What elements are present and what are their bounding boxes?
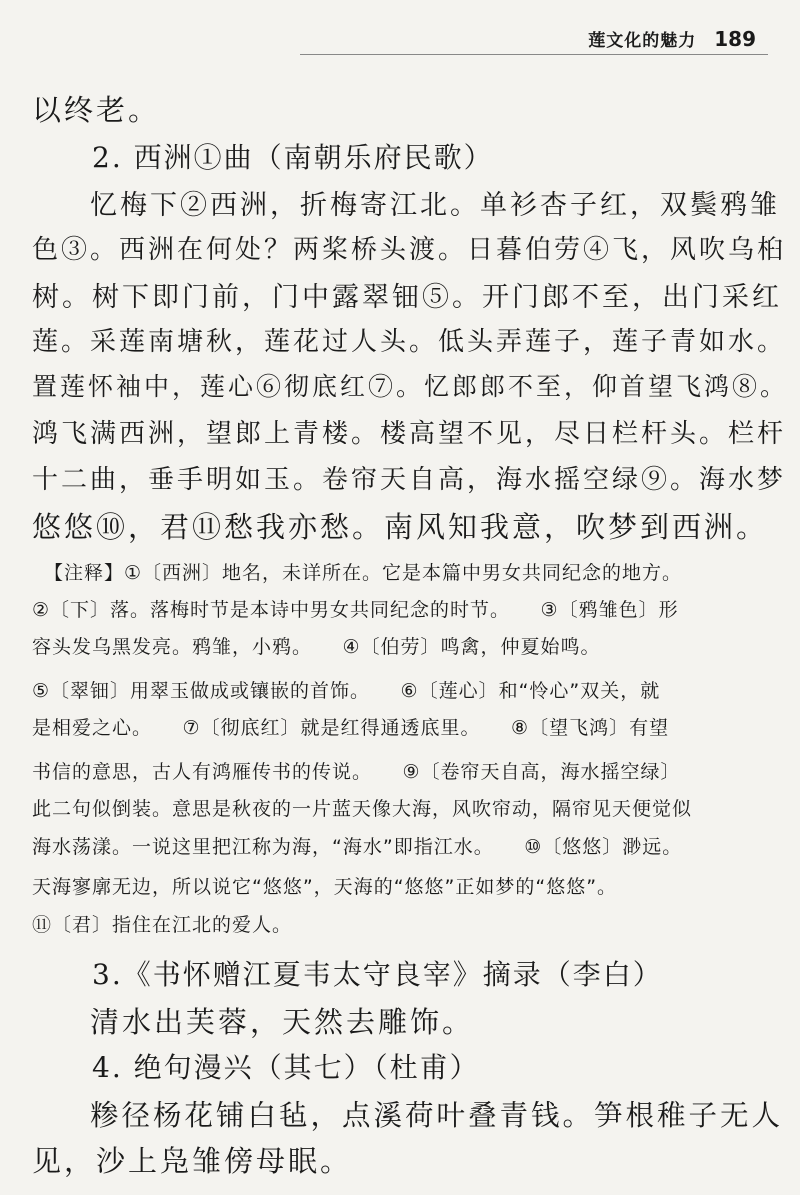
poem-2-line: 置莲怀袖中，莲心⑥彻底红⑦。忆郎郎不至，仰首望飞鸿⑧。 — [32, 372, 789, 401]
running-title: 莲文化的魅力 — [588, 31, 697, 51]
note-line: ②〔下〕落。落梅时节是本诗中男女共同纪念的时节。 ③〔鸦雏色〕形 — [32, 599, 679, 621]
page-number: 189 — [714, 27, 756, 51]
note-line: ⑪〔君〕指住在江北的爱人。 — [32, 914, 293, 936]
poem-2-line: 十二曲，垂手明如玉。卷帘天自高，海水摇空绿⑨。海水梦 — [32, 465, 787, 495]
poem-2-line: 莲。采莲南塘秋，莲花过人头。低头弄莲子，莲子青如水。 — [32, 327, 787, 357]
poem-2-line: 鸿飞满西洲，望郎上青楼。楼高望不见，尽日栏杆头。栏杆 — [32, 419, 787, 449]
note-line: 【注释】①〔西洲〕地名，未详所在。它是本篇中男女共同纪念的地方。 — [44, 562, 683, 584]
note-line: 容头发乌黑发亮。鸦雏，小鸦。 ④〔伯劳〕鸣禽，仲夏始鸣。 — [32, 636, 601, 658]
header-rule — [300, 54, 768, 55]
note-line: 海水荡漾。一说这里把江称为海，“海水”即指江水。 ⑩〔悠悠〕渺远。 — [32, 836, 683, 858]
poem-2-line: 色③。西洲在何处？两桨桥头渡。日暮伯劳④飞，风吹乌桕 — [32, 235, 787, 265]
note-line: 天海寥廓无边，所以说它“悠悠”，天海的“悠悠”正如梦的“悠悠”。 — [32, 876, 618, 898]
poem-3-line: 清水出芙蓉，天然去雕饰。 — [90, 1005, 475, 1039]
poem-2-line: 树。树下即门前，门中露翠钿⑤。开门郎不至，出门采红 — [32, 282, 782, 313]
poem-4-title: 4. 绝句漫兴（其七）（杜甫） — [92, 1051, 480, 1084]
continuation-line: 以终老。 — [32, 93, 161, 127]
poem-2-line: 忆梅下②西洲，折梅寄江北。单衫杏子红，双鬓鸦雏 — [90, 190, 780, 221]
poem-2-title: 2. 西洲①曲（南朝乐府民歌） — [92, 141, 494, 174]
poem-4-line: 见，沙上凫雏傍母眠。 — [32, 1144, 353, 1178]
page-header — [588, 26, 756, 51]
poem-4-line: 糁径杨花铺白毡，点溪荷叶叠青钱。笋根稚子无人 — [90, 1099, 784, 1132]
poem-3-title: 3.《书怀赠江夏韦太守良宰》摘录（李白） — [92, 958, 663, 991]
note-line: 是相爱之心。 ⑦〔彻底红〕就是红得通透底里。 ⑧〔望飞鸿〕有望 — [32, 717, 670, 739]
poem-2-line: 悠悠⑩，君⑪愁我亦愁。南风知我意，吹梦到西洲。 — [32, 510, 769, 544]
note-line: ⑤〔翠钿〕用翠玉做成或镶嵌的首饰。 ⑥〔莲心〕和“怜心”双关，就 — [32, 680, 661, 702]
note-line: 书信的意思，古人有鸿雁传书的传说。 ⑨〔卷帘天自高，海水摇空绿〕 — [32, 761, 681, 783]
note-line: 此二句似倒装。意思是秋夜的一片蓝天像大海，风吹帘动，隔帘见天便觉似 — [32, 798, 693, 820]
